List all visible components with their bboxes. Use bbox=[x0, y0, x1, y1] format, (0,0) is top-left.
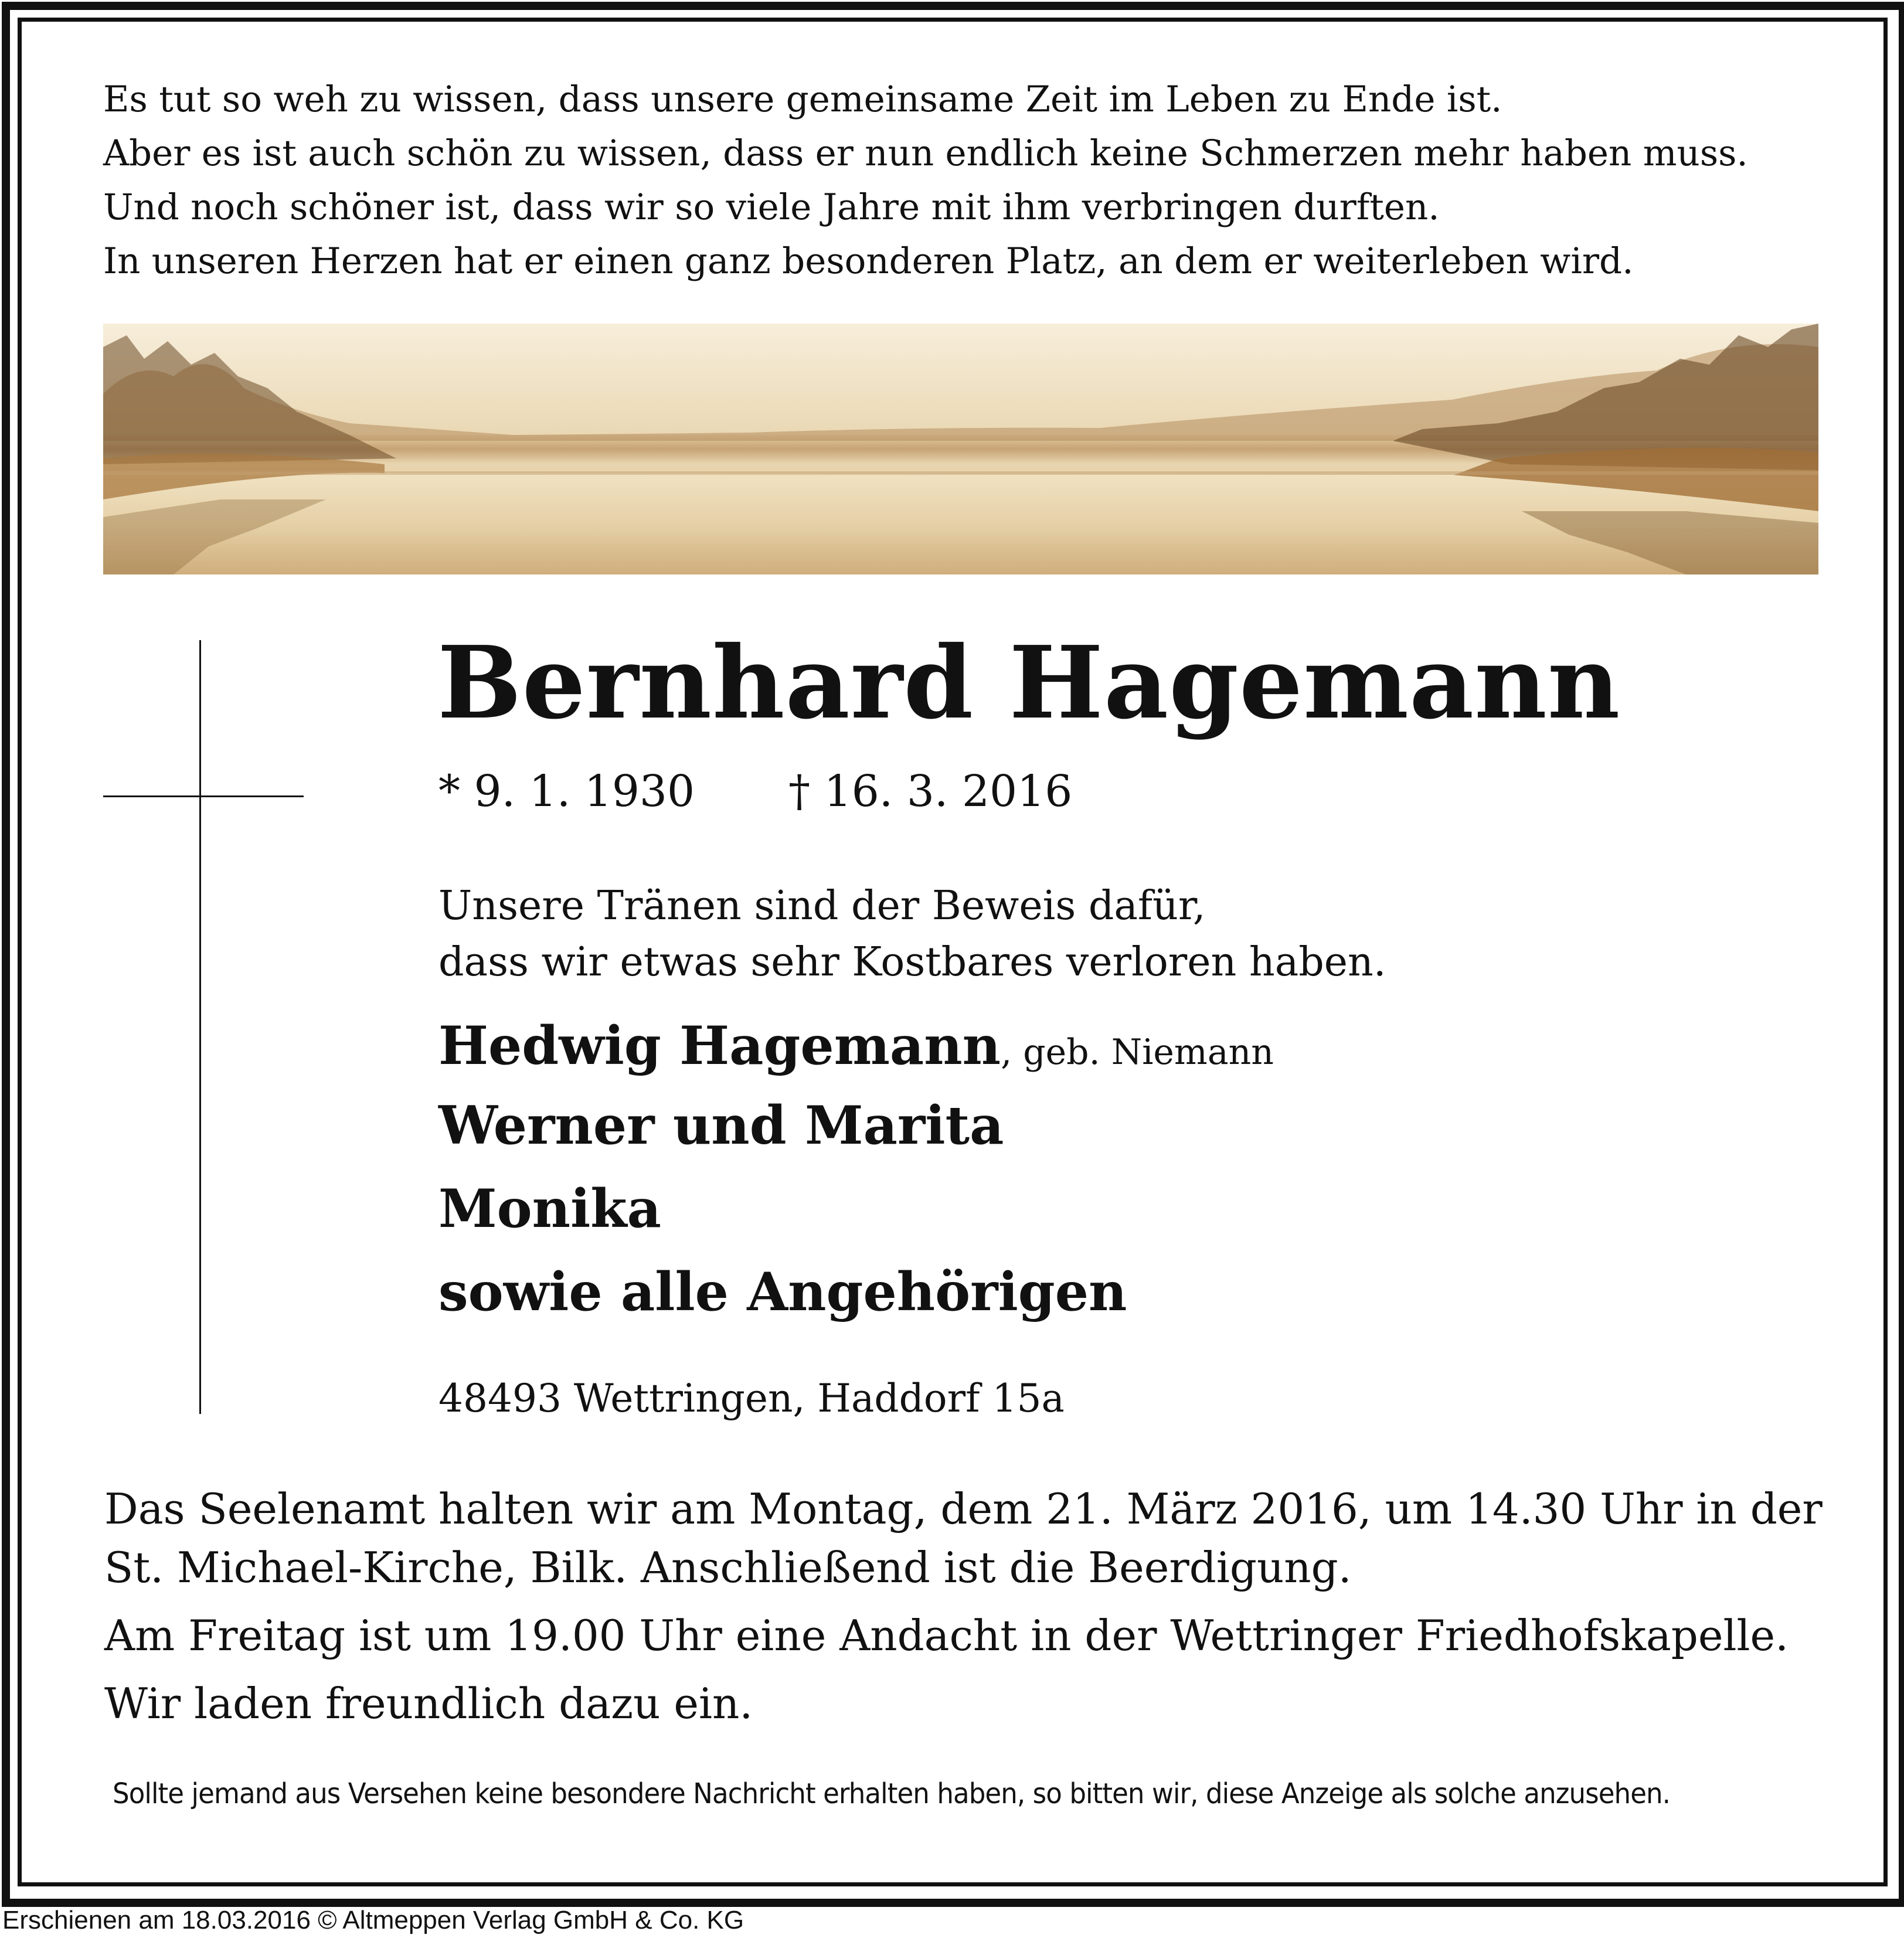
mourner-monika: Monika bbox=[438, 1178, 661, 1240]
life-dates bbox=[438, 762, 1072, 821]
cross-crossbar bbox=[103, 795, 304, 797]
family-address: 48493 Wettringen, Haddorf 15a bbox=[438, 1376, 1065, 1421]
intro-line-1: Es tut so weh zu wissen, dass unsere gemeinsame Zeit im Leben zu Ende ist. bbox=[103, 79, 1502, 120]
service-line-3: Am Freitag ist um 19.00 Uhr eine Andacht in der Wettringer Friedhofskapelle. bbox=[104, 1611, 1789, 1660]
mourner-name: Hedwig Hagemann bbox=[438, 1015, 1001, 1077]
landscape-image bbox=[103, 324, 1818, 574]
mourner-note: , geb. Niemann bbox=[1001, 1032, 1274, 1073]
deceased-name: Bernhard Hagemann bbox=[437, 624, 1621, 742]
latin-cross-icon bbox=[199, 640, 201, 1414]
service-line-4: Wir laden freundlich dazu ein. bbox=[104, 1679, 753, 1728]
intro-line-3: Und noch schöner ist, dass wir so viele Jahre mit ihm verbringen durften. bbox=[103, 186, 1440, 228]
intro-line-4: In unseren Herzen hat er einen ganz besonderen Platz, an dem er weiterleben wird. bbox=[103, 240, 1634, 282]
tears-line-1: Unsere Tränen sind der Beweis dafür, bbox=[438, 883, 1206, 929]
birth-date: * 9. 1. 1930 bbox=[438, 766, 695, 817]
mourner-werner-marita: Werner und Marita bbox=[438, 1094, 1004, 1157]
intro-line-2: Aber es ist auch schön zu wissen, dass er nun endlich keine Schmerzen mehr haben muss. bbox=[103, 132, 1748, 174]
service-info bbox=[104, 1480, 1834, 1733]
death-date: † 16. 3. 2016 bbox=[788, 766, 1073, 817]
mourner-hedwig bbox=[438, 1011, 1274, 1087]
notice-text: Sollte jemand aus Versehen keine besondere Nachricht erhalten haben, so bitten wir, diese Anzeige als solche anzusehen. bbox=[113, 1777, 1671, 1810]
service-line-1: Das Seelenamt halten wir am Montag, dem 21. März 2016, um 14.30 Uhr in der bbox=[104, 1484, 1823, 1534]
tears-quote bbox=[438, 878, 1386, 991]
lake-landscape-picture bbox=[103, 324, 1818, 574]
publication-footer: Erschienen am 18.03.2016 © Altmeppen Verlag GmbH & Co. KG bbox=[2, 1906, 744, 1934]
tears-line-2: dass wir etwas sehr Kostbares verloren haben. bbox=[438, 939, 1386, 985]
mourner-relatives: sowie alle Angehörigen bbox=[438, 1261, 1127, 1323]
service-line-2: St. Michael-Kirche, Bilk. Anschließend ist die Beerdigung. bbox=[104, 1543, 1352, 1592]
intro-poem bbox=[103, 73, 1832, 288]
